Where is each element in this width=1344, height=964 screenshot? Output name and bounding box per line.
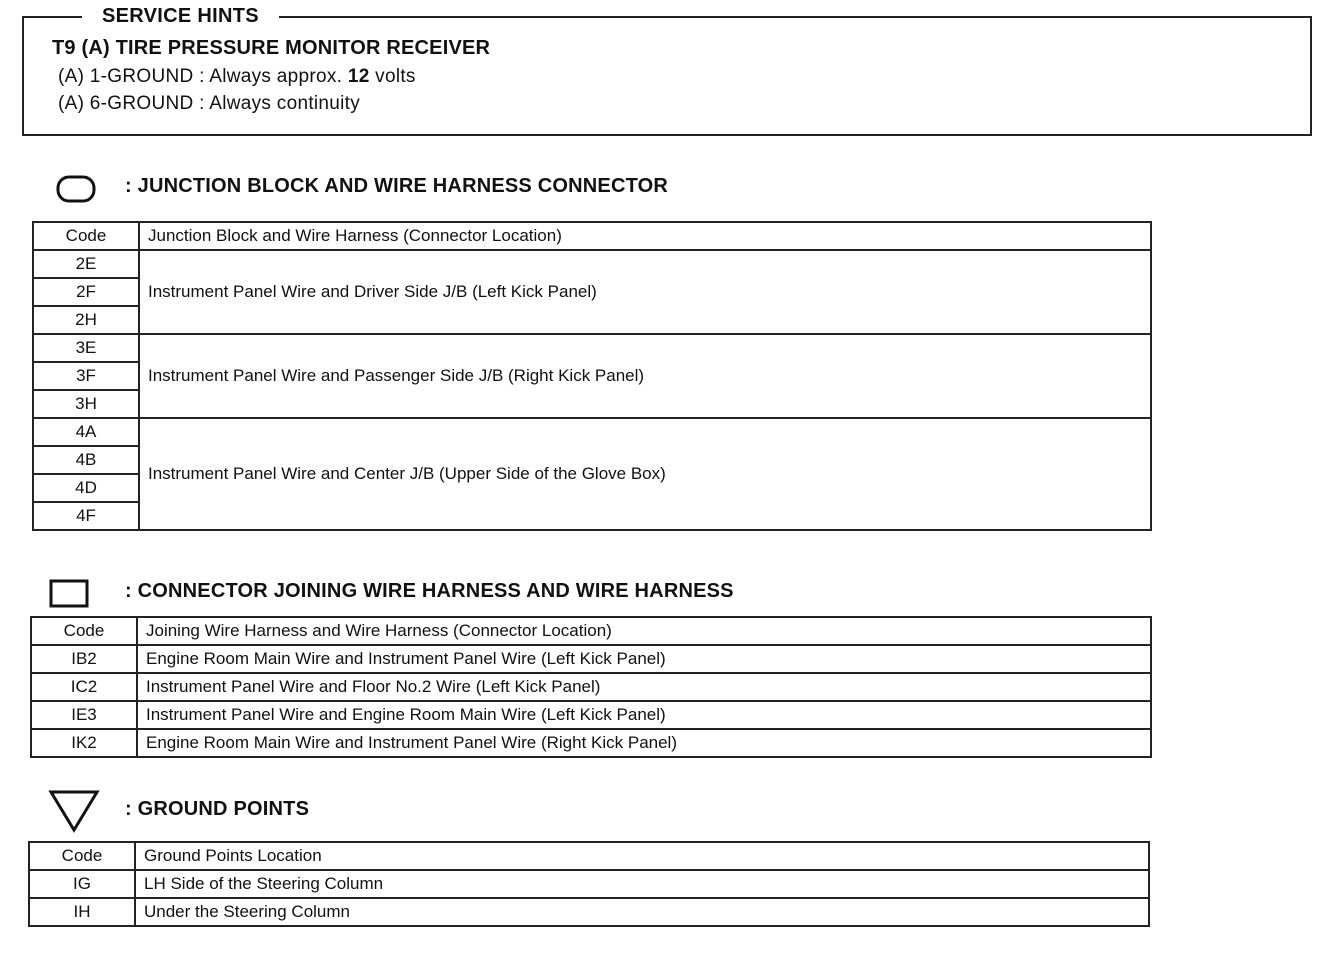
location-header: Joining Wire Harness and Wire Harness (Connector Location)	[137, 617, 1151, 645]
code-cell: IB2	[31, 645, 137, 673]
location-cell: Instrument Panel Wire and Center J/B (Upper Side of the Glove Box)	[139, 418, 1151, 530]
table-row	[33, 334, 1151, 362]
table-row	[31, 645, 1151, 673]
table-row	[31, 729, 1151, 757]
code-header: Code	[29, 842, 135, 870]
code-cell: IK2	[31, 729, 137, 757]
location-cell: LH Side of the Steering Column	[135, 870, 1149, 898]
hint-line-2-text: (A) 6-GROUND : Always continuity	[58, 93, 361, 114]
junction-section-title: : JUNCTION BLOCK AND WIRE HARNESS CONNECTOR	[125, 175, 669, 197]
code-cell: 4A	[33, 418, 139, 446]
triangle-down-icon	[48, 789, 102, 833]
table-row	[29, 870, 1149, 898]
location-cell: Instrument Panel Wire and Passenger Side J/B (Right Kick Panel)	[139, 334, 1151, 418]
junction-table	[32, 221, 1152, 531]
code-cell: 4B	[33, 446, 139, 474]
rounded-rect-icon	[56, 174, 98, 204]
code-cell: 3H	[33, 390, 139, 418]
code-cell: 2H	[33, 306, 139, 334]
table-header-row	[29, 842, 1149, 870]
hint-line-1	[58, 66, 416, 88]
hint-line-1-suffix: volts	[369, 66, 416, 87]
code-cell: IG	[29, 870, 135, 898]
service-hints-heading: T9 (A) TIRE PRESSURE MONITOR RECEIVER	[52, 37, 491, 59]
location-cell: Instrument Panel Wire and Driver Side J/B (Left Kick Panel)	[139, 250, 1151, 334]
hint-line-2	[58, 93, 360, 115]
joining-table	[30, 616, 1152, 758]
service-hints-legend: SERVICE HINTS	[82, 4, 279, 28]
ground-table	[28, 841, 1150, 927]
code-cell: 4F	[33, 502, 139, 530]
table-header-row	[33, 222, 1151, 250]
table-row	[33, 250, 1151, 278]
code-cell: IH	[29, 898, 135, 926]
code-cell: 2F	[33, 278, 139, 306]
table-row	[29, 898, 1149, 926]
location-cell: Under the Steering Column	[135, 898, 1149, 926]
code-cell: 3F	[33, 362, 139, 390]
location-cell: Engine Room Main Wire and Instrument Panel Wire (Left Kick Panel)	[137, 645, 1151, 673]
code-header: Code	[33, 222, 139, 250]
code-cell: 4D	[33, 474, 139, 502]
hint-line-1-prefix: (A) 1-GROUND : Always approx.	[58, 66, 348, 87]
table-header-row	[31, 617, 1151, 645]
location-header: Ground Points Location	[135, 842, 1149, 870]
joining-section-title: : CONNECTOR JOINING WIRE HARNESS AND WIRE HARNESS	[125, 580, 734, 602]
code-cell: IE3	[31, 701, 137, 729]
square-icon	[49, 578, 91, 610]
code-cell: IC2	[31, 673, 137, 701]
code-header: Code	[31, 617, 137, 645]
code-cell: 3E	[33, 334, 139, 362]
location-cell: Instrument Panel Wire and Floor No.2 Wire (Left Kick Panel)	[137, 673, 1151, 701]
location-cell: Engine Room Main Wire and Instrument Panel Wire (Right Kick Panel)	[137, 729, 1151, 757]
ground-section-title: : GROUND POINTS	[125, 798, 310, 820]
hint-line-1-value: 12	[347, 66, 370, 87]
location-cell: Instrument Panel Wire and Engine Room Main Wire (Left Kick Panel)	[137, 701, 1151, 729]
table-row	[31, 701, 1151, 729]
location-header: Junction Block and Wire Harness (Connector Location)	[139, 222, 1151, 250]
table-row	[31, 673, 1151, 701]
table-row	[33, 418, 1151, 446]
code-cell: 2E	[33, 250, 139, 278]
